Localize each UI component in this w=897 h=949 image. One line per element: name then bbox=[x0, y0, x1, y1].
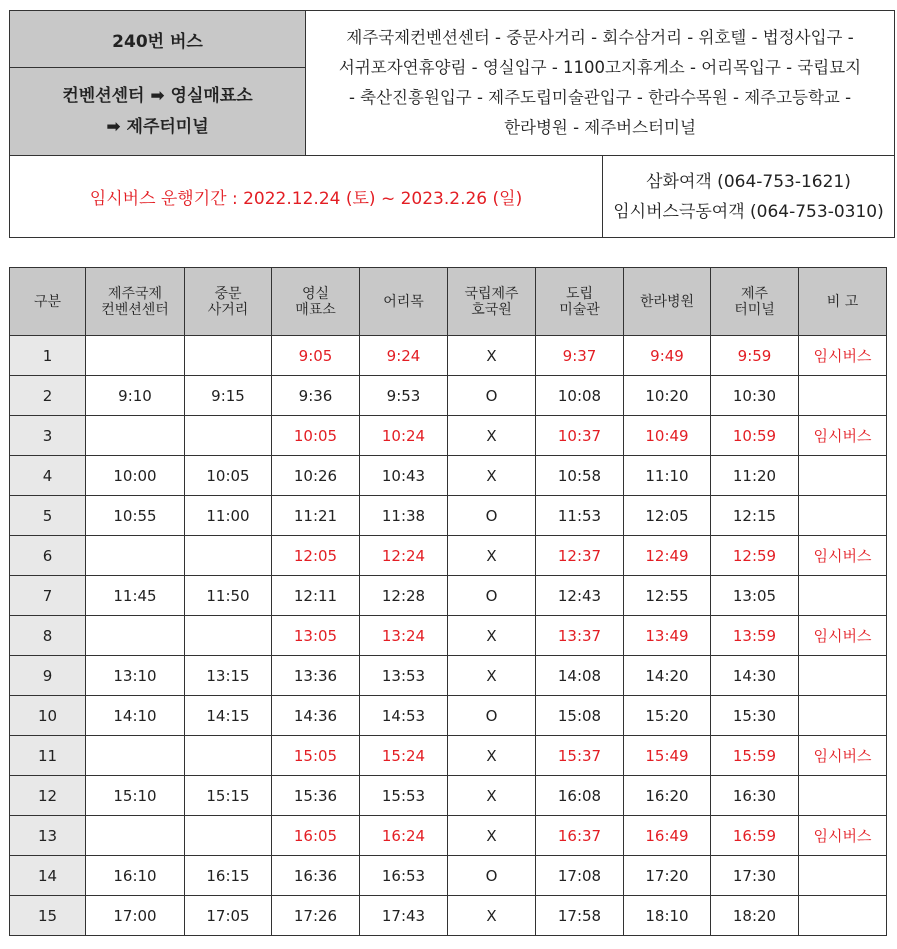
departure-time: 16:10 bbox=[86, 856, 185, 896]
departure-time: 9:24 bbox=[360, 336, 448, 376]
timetable-header-row bbox=[10, 268, 887, 336]
departure-time: 16:36 bbox=[272, 856, 360, 896]
note-cell bbox=[799, 456, 887, 496]
row-number: 6 bbox=[10, 536, 86, 576]
table-row bbox=[10, 536, 887, 576]
departure-time: 17:08 bbox=[536, 856, 624, 896]
departure-time: 18:20 bbox=[711, 896, 799, 936]
departure-time: 16:59 bbox=[711, 816, 799, 856]
column-header: 도립 미술관 bbox=[536, 268, 624, 336]
hoguk-stop-flag: O bbox=[448, 376, 536, 416]
departure-time: 12:11 bbox=[272, 576, 360, 616]
departure-time: 10:49 bbox=[624, 416, 711, 456]
departure-time: 17:43 bbox=[360, 896, 448, 936]
note-cell bbox=[799, 576, 887, 616]
stop-line: 제주국제컨벤션센터 - 중문사거리 - 회수삼거리 - 위호텔 - 법정사입구 - bbox=[346, 28, 854, 47]
column-header: 영실 매표소 bbox=[272, 268, 360, 336]
departure-time: 14:30 bbox=[711, 656, 799, 696]
departure-time: 12:15 bbox=[711, 496, 799, 536]
departure-time: 15:36 bbox=[272, 776, 360, 816]
departure-time: 11:53 bbox=[536, 496, 624, 536]
note-cell: 임시버스 bbox=[799, 616, 887, 656]
departure-time: 11:21 bbox=[272, 496, 360, 536]
departure-time: 12:49 bbox=[624, 536, 711, 576]
column-header: 제주 터미널 bbox=[711, 268, 799, 336]
departure-time: 10:24 bbox=[360, 416, 448, 456]
hoguk-stop-flag: O bbox=[448, 496, 536, 536]
departure-time: 15:30 bbox=[711, 696, 799, 736]
departure-time: 15:59 bbox=[711, 736, 799, 776]
column-header: 중문 사거리 bbox=[185, 268, 272, 336]
table-row bbox=[10, 696, 887, 736]
departure-time: 10:05 bbox=[185, 456, 272, 496]
departure-time: 16:49 bbox=[624, 816, 711, 856]
row-number: 14 bbox=[10, 856, 86, 896]
departure-time bbox=[185, 616, 272, 656]
departure-time: 13:49 bbox=[624, 616, 711, 656]
departure-time: 14:08 bbox=[536, 656, 624, 696]
column-header: 한라병원 bbox=[624, 268, 711, 336]
departure-time: 9:49 bbox=[624, 336, 711, 376]
departure-time: 13:37 bbox=[536, 616, 624, 656]
table-row bbox=[10, 736, 887, 776]
departure-time: 17:20 bbox=[624, 856, 711, 896]
row-number: 13 bbox=[10, 816, 86, 856]
note-cell: 임시버스 bbox=[799, 736, 887, 776]
departure-time bbox=[185, 536, 272, 576]
departure-time: 14:20 bbox=[624, 656, 711, 696]
departure-time: 13:05 bbox=[711, 576, 799, 616]
departure-time: 10:43 bbox=[360, 456, 448, 496]
departure-time: 12:05 bbox=[272, 536, 360, 576]
departure-time: 13:24 bbox=[360, 616, 448, 656]
timetable bbox=[9, 267, 887, 936]
note-cell: 임시버스 bbox=[799, 816, 887, 856]
hoguk-stop-flag: O bbox=[448, 576, 536, 616]
departure-time: 15:37 bbox=[536, 736, 624, 776]
table-row bbox=[10, 456, 887, 496]
departure-time: 17:30 bbox=[711, 856, 799, 896]
stop-line: 서귀포자연휴양림 - 영실입구 - 1100고지휴게소 - 어리목입구 - 국립묘지 bbox=[338, 58, 862, 77]
departure-time: 10:05 bbox=[272, 416, 360, 456]
departure-time: 11:00 bbox=[185, 496, 272, 536]
note-cell: 임시버스 bbox=[799, 416, 887, 456]
departure-time: 11:45 bbox=[86, 576, 185, 616]
note-cell bbox=[799, 856, 887, 896]
departure-time: 11:20 bbox=[711, 456, 799, 496]
table-row bbox=[10, 496, 887, 536]
table-row bbox=[10, 376, 887, 416]
row-number: 7 bbox=[10, 576, 86, 616]
row-number: 8 bbox=[10, 616, 86, 656]
row-number: 12 bbox=[10, 776, 86, 816]
departure-time: 12:55 bbox=[624, 576, 711, 616]
departure-time: 12:05 bbox=[624, 496, 711, 536]
departure-time: 16:20 bbox=[624, 776, 711, 816]
row-number: 5 bbox=[10, 496, 86, 536]
row-number: 9 bbox=[10, 656, 86, 696]
hoguk-stop-flag: O bbox=[448, 696, 536, 736]
departure-time: 12:28 bbox=[360, 576, 448, 616]
route-direction bbox=[10, 68, 306, 156]
departure-time: 15:08 bbox=[536, 696, 624, 736]
row-number: 4 bbox=[10, 456, 86, 496]
departure-time bbox=[185, 336, 272, 376]
departure-time: 15:05 bbox=[272, 736, 360, 776]
departure-time: 12:37 bbox=[536, 536, 624, 576]
row-number: 3 bbox=[10, 416, 86, 456]
departure-time bbox=[86, 536, 185, 576]
departure-time: 14:15 bbox=[185, 696, 272, 736]
departure-time: 17:00 bbox=[86, 896, 185, 936]
departure-time: 9:15 bbox=[185, 376, 272, 416]
departure-time bbox=[86, 416, 185, 456]
table-row bbox=[10, 816, 887, 856]
table-row bbox=[10, 576, 887, 616]
hoguk-stop-flag: X bbox=[448, 416, 536, 456]
stop-line: - 축산진흥원입구 - 제주도립미술관입구 - 한라수목원 - 제주고등학교 - bbox=[348, 88, 852, 107]
column-header: 구분 bbox=[10, 268, 86, 336]
departure-time: 10:30 bbox=[711, 376, 799, 416]
table-row bbox=[10, 416, 887, 456]
departure-time: 9:53 bbox=[360, 376, 448, 416]
departure-time: 9:05 bbox=[272, 336, 360, 376]
departure-time: 15:20 bbox=[624, 696, 711, 736]
operation-period: 임시버스 운행기간 : 2022.12.24 (토) ~ 2023.2.26 (일) bbox=[10, 156, 603, 238]
departure-time: 16:15 bbox=[185, 856, 272, 896]
departure-time: 15:24 bbox=[360, 736, 448, 776]
column-header: 비 고 bbox=[799, 268, 887, 336]
departure-time: 13:15 bbox=[185, 656, 272, 696]
hoguk-stop-flag: X bbox=[448, 616, 536, 656]
departure-time: 16:05 bbox=[272, 816, 360, 856]
company-contact: 임시버스극동여객 (064-753-0310) bbox=[613, 201, 884, 222]
table-row bbox=[10, 616, 887, 656]
note-cell: 임시버스 bbox=[799, 536, 887, 576]
departure-time: 12:43 bbox=[536, 576, 624, 616]
departure-time: 9:37 bbox=[536, 336, 624, 376]
row-number: 15 bbox=[10, 896, 86, 936]
hoguk-stop-flag: X bbox=[448, 896, 536, 936]
table-row bbox=[10, 776, 887, 816]
departure-time bbox=[185, 816, 272, 856]
departure-time: 16:08 bbox=[536, 776, 624, 816]
departure-time: 15:49 bbox=[624, 736, 711, 776]
stop-list bbox=[306, 11, 895, 156]
departure-time: 14:53 bbox=[360, 696, 448, 736]
hoguk-stop-flag: O bbox=[448, 856, 536, 896]
departure-time: 12:59 bbox=[711, 536, 799, 576]
hoguk-stop-flag: X bbox=[448, 456, 536, 496]
departure-time: 17:05 bbox=[185, 896, 272, 936]
departure-time: 13:05 bbox=[272, 616, 360, 656]
stop-line: 한라병원 - 제주버스터미널 bbox=[504, 118, 696, 137]
departure-time: 15:10 bbox=[86, 776, 185, 816]
departure-time: 10:00 bbox=[86, 456, 185, 496]
hoguk-stop-flag: X bbox=[448, 536, 536, 576]
column-header: 제주국제 컨벤션센터 bbox=[86, 268, 185, 336]
departure-time: 16:24 bbox=[360, 816, 448, 856]
note-cell bbox=[799, 896, 887, 936]
departure-time: 17:26 bbox=[272, 896, 360, 936]
note-cell bbox=[799, 696, 887, 736]
departure-time: 10:26 bbox=[272, 456, 360, 496]
departure-time: 15:15 bbox=[185, 776, 272, 816]
hoguk-stop-flag: X bbox=[448, 816, 536, 856]
row-number: 11 bbox=[10, 736, 86, 776]
departure-time bbox=[86, 816, 185, 856]
departure-time bbox=[86, 616, 185, 656]
departure-time: 10:55 bbox=[86, 496, 185, 536]
departure-time: 10:58 bbox=[536, 456, 624, 496]
table-row bbox=[10, 656, 887, 696]
note-cell bbox=[799, 776, 887, 816]
departure-time: 11:10 bbox=[624, 456, 711, 496]
departure-time: 10:59 bbox=[711, 416, 799, 456]
route-info-table bbox=[9, 10, 895, 238]
departure-time: 9:59 bbox=[711, 336, 799, 376]
departure-time: 10:08 bbox=[536, 376, 624, 416]
note-cell: 임시버스 bbox=[799, 336, 887, 376]
departure-time: 16:37 bbox=[536, 816, 624, 856]
departure-time: 13:53 bbox=[360, 656, 448, 696]
hoguk-stop-flag: X bbox=[448, 336, 536, 376]
departure-time: 16:30 bbox=[711, 776, 799, 816]
departure-time bbox=[86, 736, 185, 776]
note-cell bbox=[799, 496, 887, 536]
departure-time: 9:36 bbox=[272, 376, 360, 416]
column-header: 국립제주 호국원 bbox=[448, 268, 536, 336]
departure-time: 10:37 bbox=[536, 416, 624, 456]
note-cell bbox=[799, 656, 887, 696]
route-number: 240번 버스 bbox=[10, 11, 306, 68]
departure-time: 13:10 bbox=[86, 656, 185, 696]
hoguk-stop-flag: X bbox=[448, 736, 536, 776]
table-row bbox=[10, 336, 887, 376]
departure-time: 13:36 bbox=[272, 656, 360, 696]
departure-time: 12:24 bbox=[360, 536, 448, 576]
departure-time bbox=[86, 336, 185, 376]
departure-time: 17:58 bbox=[536, 896, 624, 936]
departure-time: 13:59 bbox=[711, 616, 799, 656]
direction-line: 컨벤션센터 ➡ 영실매표소 bbox=[62, 85, 253, 106]
departure-time: 11:50 bbox=[185, 576, 272, 616]
table-row bbox=[10, 856, 887, 896]
departure-time: 9:10 bbox=[86, 376, 185, 416]
departure-time: 14:36 bbox=[272, 696, 360, 736]
note-cell bbox=[799, 376, 887, 416]
hoguk-stop-flag: X bbox=[448, 776, 536, 816]
row-number: 2 bbox=[10, 376, 86, 416]
direction-line: ➡ 제주터미널 bbox=[106, 116, 209, 137]
departure-time: 14:10 bbox=[86, 696, 185, 736]
table-row bbox=[10, 896, 887, 936]
hoguk-stop-flag: X bbox=[448, 656, 536, 696]
departure-time: 10:20 bbox=[624, 376, 711, 416]
departure-time: 15:53 bbox=[360, 776, 448, 816]
row-number: 1 bbox=[10, 336, 86, 376]
company-contact: 삼화여객 (064-753-1621) bbox=[646, 171, 851, 192]
departure-time bbox=[185, 736, 272, 776]
bus-companies bbox=[603, 156, 895, 238]
column-header: 어리목 bbox=[360, 268, 448, 336]
departure-time: 18:10 bbox=[624, 896, 711, 936]
departure-time bbox=[185, 416, 272, 456]
departure-time: 11:38 bbox=[360, 496, 448, 536]
row-number: 10 bbox=[10, 696, 86, 736]
departure-time: 16:53 bbox=[360, 856, 448, 896]
